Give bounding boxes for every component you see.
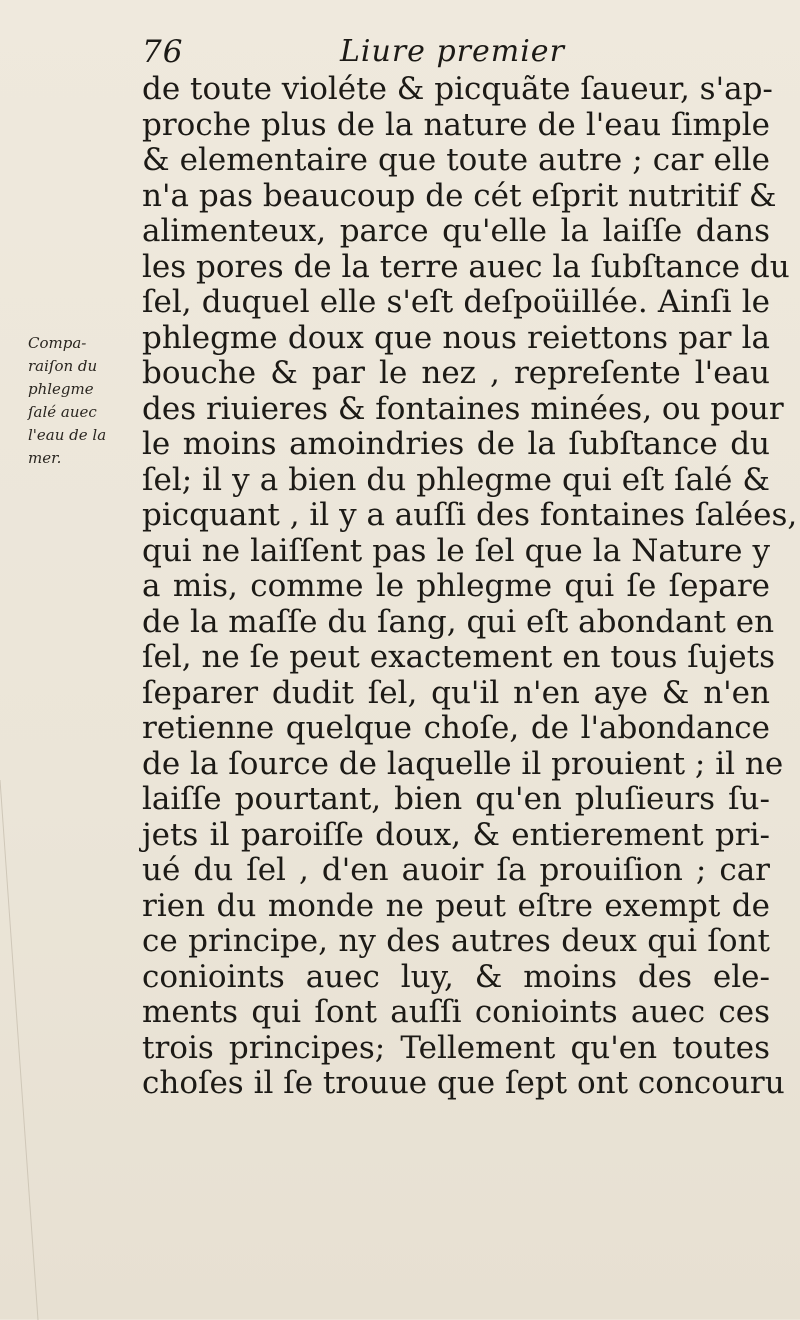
text-line: retienne quelque choſe, de l'abondance — [142, 710, 770, 746]
text-line: ments qui ſont auſſi conioints auec ces — [142, 994, 770, 1030]
text-line: laiſſe pourtant, bien qu'en pluſieurs ſu- — [142, 781, 770, 817]
text-line: qui ne laiſſent pas le ſel que la Nature y — [142, 532, 770, 569]
margin-note-line: phlegme — [28, 380, 94, 398]
text-line: & elementaire que toute autre ; car elle — [142, 142, 770, 178]
text-line: rien du monde ne peut eſtre exempt de — [142, 887, 770, 924]
margin-note — [28, 332, 136, 470]
page-fold-shadow — [0, 780, 40, 1320]
text-line: conioints auec luy, & moins des ele- — [142, 958, 770, 995]
page-header — [142, 28, 762, 68]
margin-note-line: ſalé auec — [28, 403, 97, 421]
text-line: de la maſſe du ſang, qui eſt abondant en — [142, 603, 775, 640]
text-line: ué du ſel , d'en auoir ſa prouiſion ; car — [142, 852, 770, 888]
margin-note-line: mer. — [28, 449, 62, 467]
text-line: ſel; il y a bien du phlegme qui eſt ſalé & — [142, 461, 770, 498]
text-line: trois principes; Tellement qu'en toutes — [142, 1029, 770, 1066]
text-line: alimenteux, parce qu'elle la laiſſe dans — [142, 213, 770, 249]
margin-note-line: Compa- — [28, 334, 87, 352]
text-line: ſel, duquel elle s'eſt deſpoüillée. Ainſi le — [142, 284, 770, 320]
text-line: ce principe, ny des autres deux qui ſont — [142, 923, 770, 959]
text-line: a mis, comme le phlegme qui ſe ſepare — [142, 568, 770, 604]
text-line: les pores de la terre auec la ſubſtance du — [142, 248, 790, 285]
text-line: ſel, ne ſe peut exactement en tous ſujets — [142, 639, 776, 675]
text-line: choſes il ſe trouue que ſept ont concouru — [142, 1065, 785, 1101]
text-line: de toute violéte & picquãte ſaueur, s'ap- — [142, 71, 773, 107]
running-title: Liure premier — [340, 34, 565, 69]
text-line: proche plus de la nature de l'eau ſimple — [142, 106, 770, 143]
text-line: jets il paroiſſe doux, & entierement pri- — [142, 816, 770, 853]
text-line: des riuieres & fontaines minées, ou pour — [142, 390, 784, 427]
margin-note-line: l'eau de la — [28, 426, 107, 444]
text-line: phlegme doux que nous reiettons par la — [142, 319, 770, 356]
text-line: ſeparer dudit ſel, qu'il n'en aye & n'en — [142, 674, 770, 711]
body-text — [142, 71, 798, 1102]
page-number: 76 — [142, 34, 184, 70]
text-line: le moins amoindries de la ſubſtance du — [142, 426, 770, 462]
text-line: bouche & par le nez , repreſente l'eau — [142, 355, 770, 391]
margin-note-line: raiſon du — [28, 357, 98, 375]
text-line: de la ſource de laquelle il prouient ; il ne — [142, 745, 784, 782]
text-line: picquant , il y a auſſi des fontaines ſalées, — [142, 497, 798, 533]
text-line: n'a pas beaucoup de cét eſprit nutritif & — [142, 177, 777, 214]
